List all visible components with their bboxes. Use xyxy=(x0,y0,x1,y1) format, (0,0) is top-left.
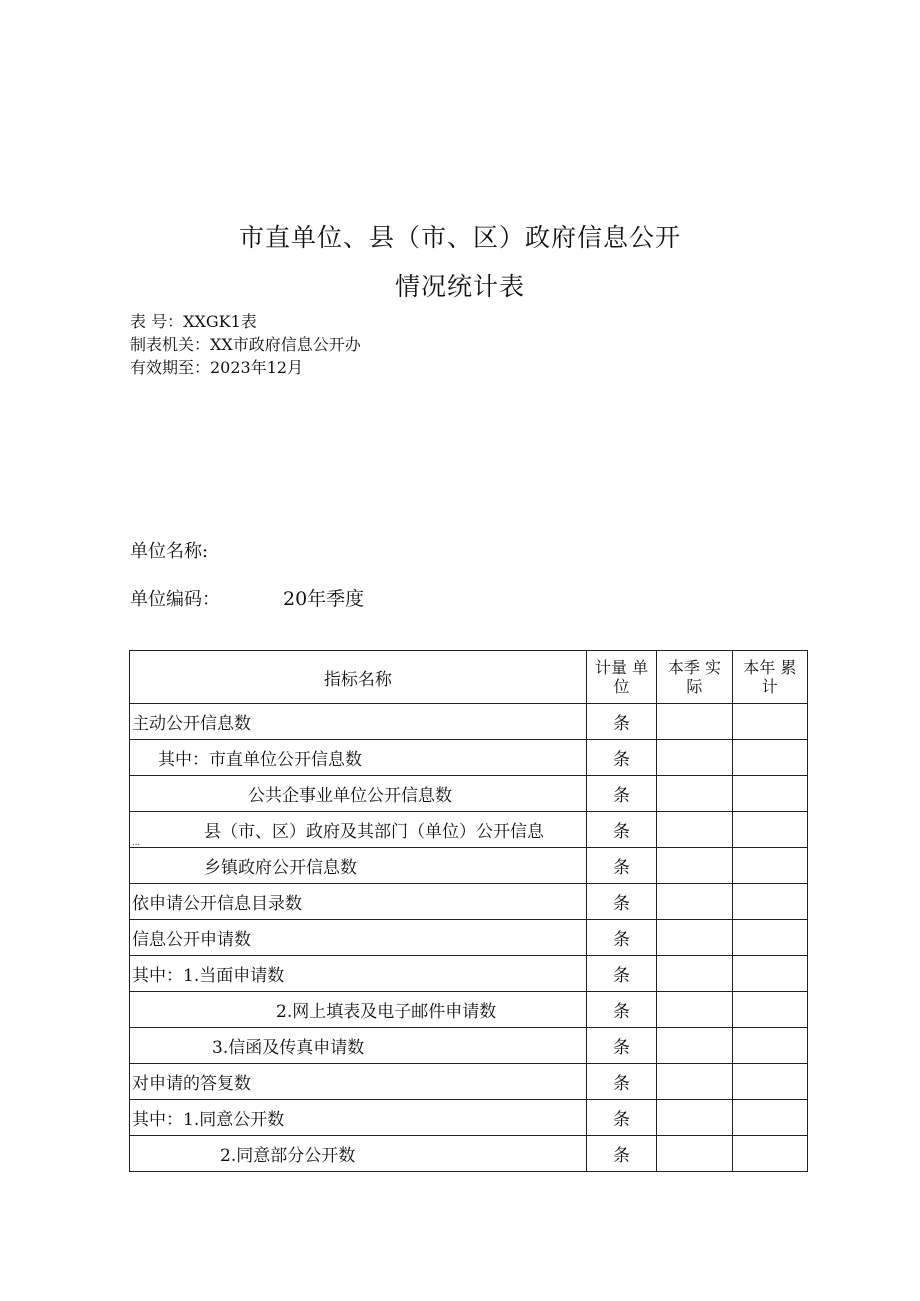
unit-cell: 条 xyxy=(586,1028,656,1064)
header-quarter-line2: 际 xyxy=(686,677,703,696)
indicator-name: 县（市、区）政府及其部门（单位）公开信息 xyxy=(204,822,544,842)
table-row xyxy=(130,992,808,1028)
indicator-name: 信息公开申请数 xyxy=(130,920,587,956)
unit-name-label: 单位名称: xyxy=(130,541,209,562)
indicator-name: 乡镇政府公开信息数 xyxy=(130,848,587,884)
year-value-cell[interactable] xyxy=(732,992,807,1028)
quarter-value-cell[interactable] xyxy=(657,704,732,740)
header-unit-line1: 计量 单 xyxy=(594,658,649,677)
quarter-value-cell[interactable] xyxy=(657,956,732,992)
table-row xyxy=(130,1064,808,1100)
indicator-name: 2.网上填表及电子邮件申请数 xyxy=(130,992,587,1028)
unit-cell: 条 xyxy=(586,704,656,740)
year-value-cell[interactable] xyxy=(732,956,807,992)
header-unit xyxy=(586,651,656,704)
issuing-authority: 制表机关：XX市政府信息公开办 xyxy=(130,335,361,354)
form-number: 表 号：XXGK1表 xyxy=(130,312,257,331)
indicator-name: 2.同意部分公开数 xyxy=(130,1136,587,1172)
header-year-line1: 本年 累 xyxy=(743,658,797,677)
overflow-mark: … xyxy=(132,838,140,847)
table-row xyxy=(130,848,808,884)
year-value-cell[interactable] xyxy=(732,776,807,812)
unit-cell: 条 xyxy=(586,1064,656,1100)
unit-cell: 条 xyxy=(586,848,656,884)
year-value-cell[interactable] xyxy=(732,1136,807,1172)
indicator-name: 其中：1.同意公开数 xyxy=(130,1100,587,1136)
unit-cell: 条 xyxy=(586,1100,656,1136)
table-row xyxy=(130,776,808,812)
year-value-cell[interactable] xyxy=(732,884,807,920)
unit-cell: 条 xyxy=(586,956,656,992)
unit-cell: 条 xyxy=(586,740,656,776)
quarter-value-cell[interactable] xyxy=(657,740,732,776)
year-value-cell[interactable] xyxy=(732,1064,807,1100)
table-row xyxy=(130,1100,808,1136)
indicator-name: 3.信函及传真申请数 xyxy=(130,1028,587,1064)
year-value-cell[interactable] xyxy=(732,1100,807,1136)
unit-cell: 条 xyxy=(586,1136,656,1172)
table-row xyxy=(130,1028,808,1064)
year-value-cell[interactable] xyxy=(732,920,807,956)
table-row xyxy=(130,740,808,776)
quarter-value-cell[interactable] xyxy=(657,1064,732,1100)
header-quarter-actual xyxy=(657,651,732,704)
quarter-value-cell[interactable] xyxy=(657,920,732,956)
quarter-value-cell[interactable] xyxy=(657,776,732,812)
year-value-cell[interactable] xyxy=(732,812,807,848)
header-year-cumulative xyxy=(732,651,807,704)
statistics-table xyxy=(129,650,808,1172)
table-row xyxy=(130,704,808,740)
year-value-cell[interactable] xyxy=(732,848,807,884)
year-value-cell[interactable] xyxy=(732,704,807,740)
unit-cell: 条 xyxy=(586,920,656,956)
year-value-cell[interactable] xyxy=(732,740,807,776)
indicator-name: 依申请公开信息目录数 xyxy=(130,884,587,920)
quarter-value-cell[interactable] xyxy=(657,812,732,848)
header-year-line2: 计 xyxy=(761,677,778,696)
table-row xyxy=(130,920,808,956)
indicator-name-cell xyxy=(130,812,587,848)
quarter-value-cell[interactable] xyxy=(657,884,732,920)
quarter-value-cell[interactable] xyxy=(657,992,732,1028)
header-quarter-line1: 本季 实 xyxy=(667,658,721,677)
indicator-name: 公共企事业单位公开信息数 xyxy=(130,776,587,812)
unit-cell: 条 xyxy=(586,776,656,812)
quarter-value-cell[interactable] xyxy=(657,1028,732,1064)
table-row xyxy=(130,956,808,992)
quarter-value-cell[interactable] xyxy=(657,1100,732,1136)
indicator-name: 对申请的答复数 xyxy=(130,1064,587,1100)
year-value-cell[interactable] xyxy=(732,1028,807,1064)
table-header-row xyxy=(130,651,808,704)
unit-cell: 条 xyxy=(586,992,656,1028)
header-unit-line2: 位 xyxy=(613,677,630,696)
valid-until: 有效期至：2023年12月 xyxy=(130,358,304,377)
document-title-line2: 情况统计表 xyxy=(394,272,525,301)
indicator-name: 其中：市直单位公开信息数 xyxy=(130,740,587,776)
header-indicator-name: 指标名称 xyxy=(130,651,587,704)
table-row xyxy=(130,1136,808,1172)
table-row xyxy=(130,812,808,848)
quarter-value-cell[interactable] xyxy=(657,1136,732,1172)
quarter-label: 20年季度 xyxy=(283,588,365,610)
unit-code-label: 单位编码： xyxy=(130,589,220,610)
document-title-line1: 市直单位、县（市、区）政府信息公开 xyxy=(238,223,681,252)
indicator-name: 主动公开信息数 xyxy=(130,704,587,740)
indicator-name: 其中：1.当面申请数 xyxy=(130,956,587,992)
table-row xyxy=(130,884,808,920)
unit-cell: 条 xyxy=(586,884,656,920)
unit-cell: 条 xyxy=(586,812,656,848)
quarter-value-cell[interactable] xyxy=(657,848,732,884)
